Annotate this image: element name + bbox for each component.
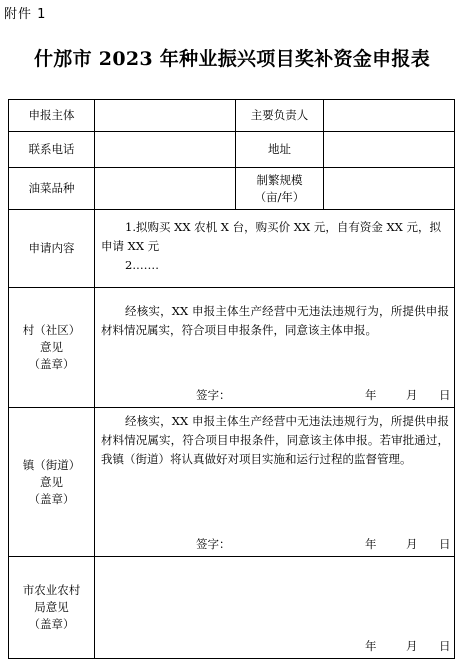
principal-label: 主要负责人 (236, 100, 324, 132)
village-label-line3: （盖章） (28, 357, 75, 371)
town-label-line3: （盖章） (28, 491, 75, 506)
bureau-opinion-row (9, 557, 455, 659)
village-day-label: 日 (439, 388, 451, 402)
town-label-line2: 意见 (40, 474, 63, 489)
bureau-opinion-label (9, 557, 95, 659)
town-opinion-row (9, 408, 455, 557)
village-year-label: 年 (365, 388, 377, 402)
scale-field[interactable] (324, 168, 455, 210)
variety-field[interactable] (95, 168, 236, 210)
attachment-label: 附件 1 (4, 7, 47, 22)
contact-row (9, 132, 455, 168)
phone-field[interactable] (95, 132, 236, 168)
bureau-label-line2: 局意见 (34, 600, 69, 614)
town-opinion-field[interactable] (95, 408, 455, 557)
town-opinion-label (9, 408, 95, 557)
bureau-date-line (95, 638, 454, 654)
variety-row (9, 168, 455, 210)
village-month-label: 月 (406, 388, 418, 402)
scale-label-line1: 制繁规模 (256, 172, 303, 187)
address-label: 地址 (236, 132, 324, 168)
village-label-line2: 意见 (40, 340, 63, 354)
applicant-field[interactable] (95, 100, 236, 132)
application-content-field[interactable] (95, 210, 455, 288)
bureau-opinion-field[interactable] (95, 557, 455, 659)
bureau-label-line3: （盖章） (28, 617, 75, 631)
variety-label: 油菜品种 (9, 168, 95, 210)
principal-field[interactable] (324, 100, 455, 132)
town-day-label: 日 (439, 537, 451, 551)
address-field[interactable] (324, 132, 455, 168)
town-sign-label: 签字： (196, 537, 231, 551)
village-signature-line (95, 387, 454, 403)
town-opinion-text: 经核实，XX 申报主体生产经营中无违法违规行为，所提供申报材料情况属实，符合项目申报条件，同意该主体申报。若审批通过，我镇（街道）将认真做好对项目实施和运行过程的监督管理。 (101, 414, 449, 466)
scale-label (236, 168, 324, 210)
town-signature-line (95, 536, 454, 552)
village-sign-label: 签字： (196, 388, 231, 402)
town-year-label: 年 (365, 537, 377, 551)
applicant-label: 申报主体 (9, 100, 95, 132)
scale-label-line2: （亩/年） (254, 189, 305, 204)
application-line-1: 1.拟购买 XX 农机 X 台，购买价 XX 元，自有资金 XX 元，拟申请 XX 元 (101, 220, 442, 253)
applicant-row (9, 100, 455, 132)
village-opinion-field[interactable] (95, 288, 455, 408)
village-opinion-label (9, 288, 95, 408)
village-opinion-row (9, 288, 455, 408)
application-line-2: 2.…… (125, 258, 159, 272)
town-month-label: 月 (406, 537, 418, 551)
village-opinion-text: 经核实，XX 申报主体生产经营中无违法违规行为，所提供申报材料情况属实，符合项目申报条件，同意该主体申报。 (101, 304, 449, 337)
bureau-label-line1: 市农业农村 (22, 583, 81, 597)
application-content-label: 申请内容 (9, 210, 95, 288)
bureau-day-label: 日 (439, 639, 451, 653)
application-content-row (9, 210, 455, 288)
form-title: 什邡市 2023 年种业振兴项目奖补资金申报表 (33, 48, 430, 70)
village-label-line1: 村（社区） (22, 323, 81, 337)
application-form-table (8, 99, 455, 659)
bureau-year-label: 年 (365, 639, 377, 653)
phone-label: 联系电话 (9, 132, 95, 168)
town-label-line1: 镇（街道） (22, 457, 81, 472)
bureau-month-label: 月 (406, 639, 418, 653)
